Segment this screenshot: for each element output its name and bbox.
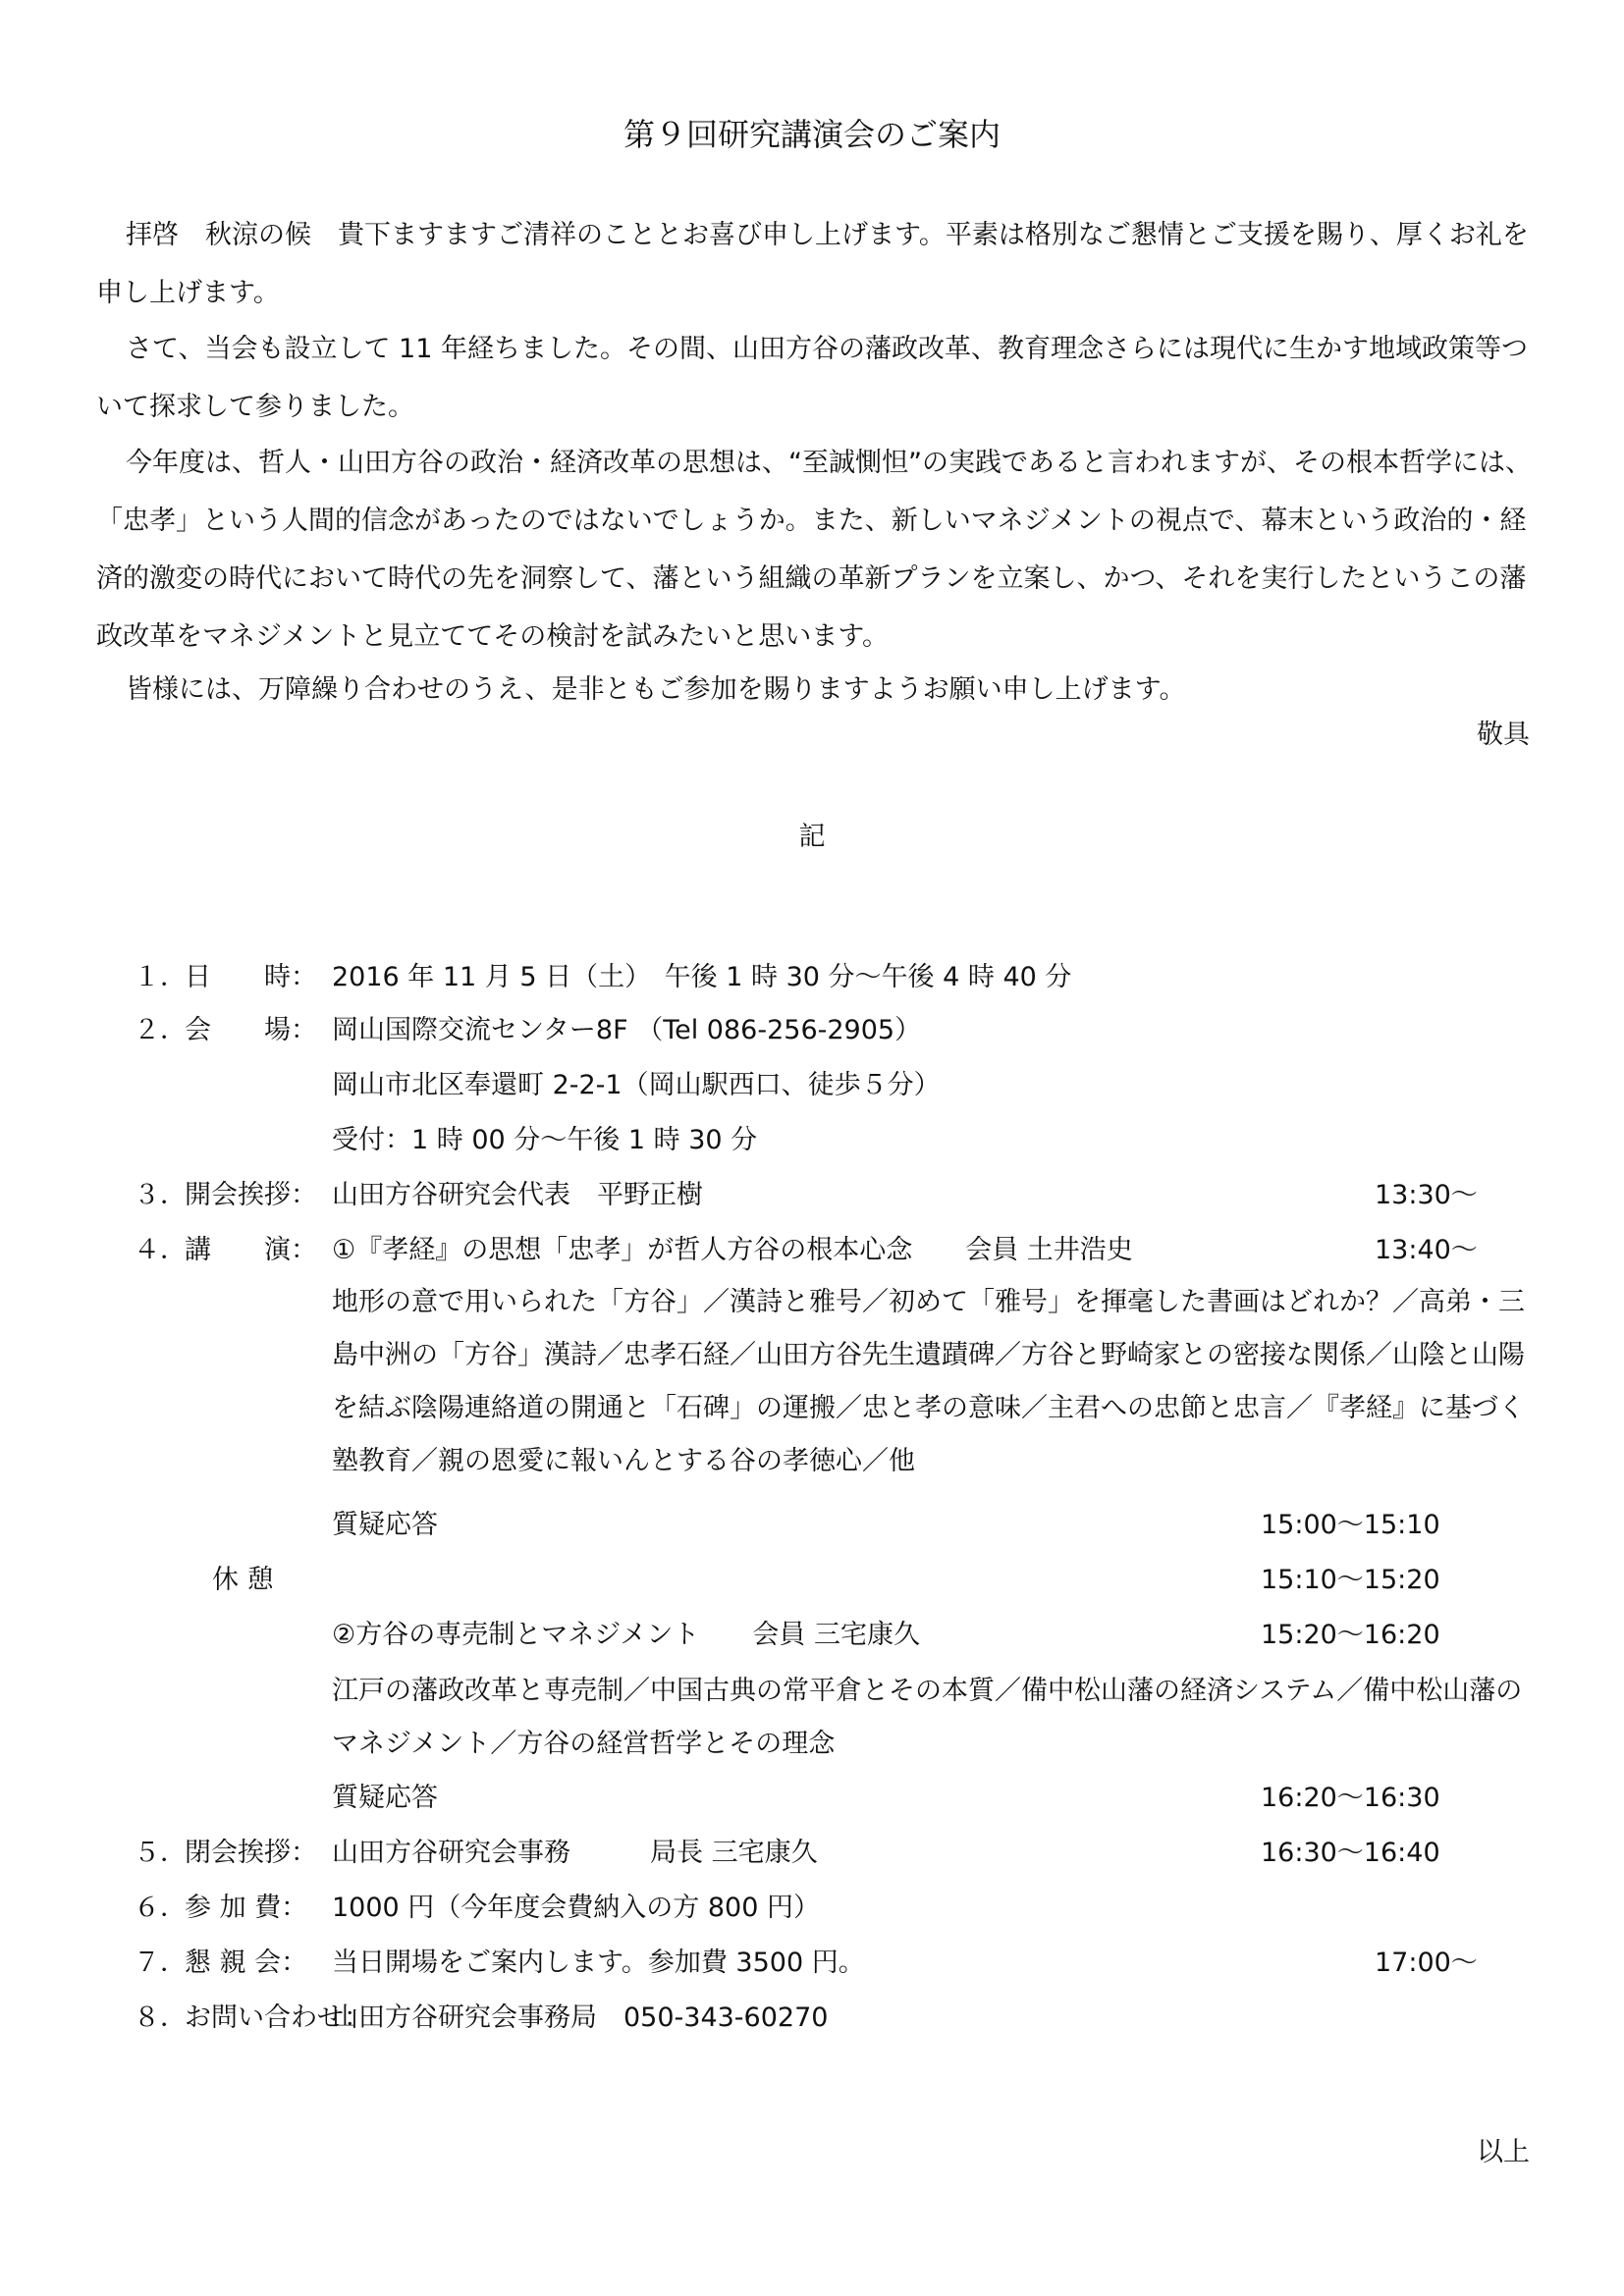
end-word: 以上 [1477, 2137, 1530, 2167]
break-row [0, 1561, 1624, 1600]
item-value: 1000 円（今年度会費納入の方 800 円） [332, 1893, 820, 1923]
item-label: 閉会挨拶： [185, 1838, 317, 1868]
item-number: １． [134, 962, 187, 992]
item-lecture [0, 1231, 1624, 1270]
venue-address: 岡山市北区奉還町 2-2-1（岡山駅西口、徒歩５分） [332, 1070, 941, 1100]
intro-paragraph-1: 拝啓 秋涼の候 貴下ますますご清祥のこととお喜び申し上げます。平素は格別なご懇情とご支援を賜り、厚くお礼を申し上げます。 [96, 220, 1529, 308]
qa-label: 質疑応答 [332, 1510, 438, 1540]
venue-reception-row [0, 1121, 1624, 1160]
closing-word: 敬具 [1477, 720, 1530, 750]
qa-time: 16:20～16:30 [1261, 1783, 1440, 1813]
item-label: 日 時： [185, 962, 317, 992]
lecture-talk-1-topics: 地形の意で用いられた「方谷」／漢詩と雅号／初めて「雅号」を揮毫した書画はどれか？／高弟・三島中洲の「方谷」漢詩／忠孝石経／山田方谷先生遺蹟碑／方谷と野崎家との密接な関係／山陰と山陽を結ぶ陰陽連絡道の開通と「石碑」の運搬／忠と孝の意味／主君への忠節と忠言／『孝経』に基づく塾教育／親の恩愛に報いんとする谷の孝徳心／他 [332, 1287, 1525, 1476]
item-value: 山田方谷研究会事務局 050-343-60270 [332, 2002, 829, 2033]
item-number: ３． [134, 1180, 187, 1210]
item-number: ６． [134, 1893, 187, 1923]
qa-time: 15:00～15:10 [1261, 1510, 1440, 1540]
intro-paragraph-3: 今年度は、哲人・山田方谷の政治・経済改革の思想は、“至誠惻怛”の実践であると言われますが、その根本哲学には、「忠孝」という人間的信念があったのではないでしょうか。また、新しいマネジメントの視点で、幕末という政治的・経済的激変の時代において時代の先を洞察して、藩という組織の革新プランを立案し、かつ、それを実行したというこの藩政改革をマネジメントと見立ててその検討を試みたいと思います。 [96, 448, 1532, 652]
item-label: 懇 親 会： [185, 1948, 308, 1978]
intro-paragraph-2: さて、当会も設立して 11 年経ちました。その間、山田方谷の藩政改革、教育理念さらには現代に生かす地域政策等ついて探求して参りました。 [96, 334, 1528, 422]
qa-row-1 [0, 1506, 1624, 1545]
talk-2-time: 15:20～16:20 [1261, 1620, 1440, 1650]
item-time: 16:30～16:40 [1261, 1838, 1440, 1868]
item-label: 講 演： [185, 1235, 317, 1265]
item-value: 2016 年 11 月 5 日（土） 午後 1 時 30 分～午後 4 時 40 分 [332, 962, 1072, 992]
item-closing-speech [0, 1834, 1624, 1873]
break-label: 休 憩 [212, 1565, 274, 1595]
qa-row-2 [0, 1779, 1624, 1818]
qa-label: 質疑応答 [332, 1783, 438, 1813]
lecture-talk-2-row [0, 1616, 1624, 1655]
item-value: 岡山国際交流センター8F （Tel 086-256-2905） [332, 1015, 922, 1045]
item-number: ７． [134, 1948, 187, 1978]
item-opening [0, 1176, 1624, 1215]
item-number: ４． [134, 1235, 187, 1265]
item-label: お問い合わせ： [185, 2002, 370, 2033]
item-value: 当日開場をご案内します。参加費 3500 円。 [332, 1948, 865, 1978]
lecture-talk-1: ①『孝経』の思想「忠孝」が哲人方谷の根本心念 会員 土井浩史 [332, 1235, 1133, 1265]
item-time: 13:30～ [1375, 1180, 1478, 1210]
item-label: 参 加 費： [185, 1893, 308, 1923]
item-value: 山田方谷研究会代表 平野正樹 [332, 1180, 703, 1210]
item-number: ２． [134, 1015, 187, 1045]
item-label: 会 場： [185, 1015, 317, 1045]
intro-paragraph-4: 皆様には、万障繰り合わせのうえ、是非ともご参加を賜りますようお願い申し上げます。 [126, 674, 1186, 705]
venue-reception: 受付：1 時 00 分～午後 1 時 30 分 [332, 1125, 758, 1155]
item-number: ８． [134, 2002, 187, 2033]
venue-address-row [0, 1066, 1624, 1105]
item-time: 13:40～ [1375, 1235, 1478, 1265]
item-fee [0, 1889, 1624, 1928]
break-time: 15:10～15:20 [1261, 1565, 1440, 1595]
lecture-talk-2: ②方谷の専売制とマネジメント 会員 三宅康久 [332, 1620, 920, 1650]
lecture-talk-2-topics: 江戸の藩政改革と専売制／中国古典の常平倉とその本質／備中松山藩の経済システム／備中松山藩のマネジメント／方谷の経営哲学とその理念 [332, 1676, 1523, 1759]
item-party [0, 1944, 1624, 1983]
item-number: ５． [134, 1838, 187, 1868]
ki-heading: 記 [798, 822, 826, 852]
item-contact [0, 1999, 1624, 2038]
item-date [0, 958, 1624, 997]
item-label: 開会挨拶： [185, 1180, 317, 1210]
page-title: 第９回研究講演会のご案内 [623, 116, 1001, 153]
item-value: 山田方谷研究会事務 局長 三宅康久 [332, 1838, 818, 1868]
item-venue [0, 1011, 1624, 1050]
item-time: 17:00～ [1375, 1948, 1478, 1978]
